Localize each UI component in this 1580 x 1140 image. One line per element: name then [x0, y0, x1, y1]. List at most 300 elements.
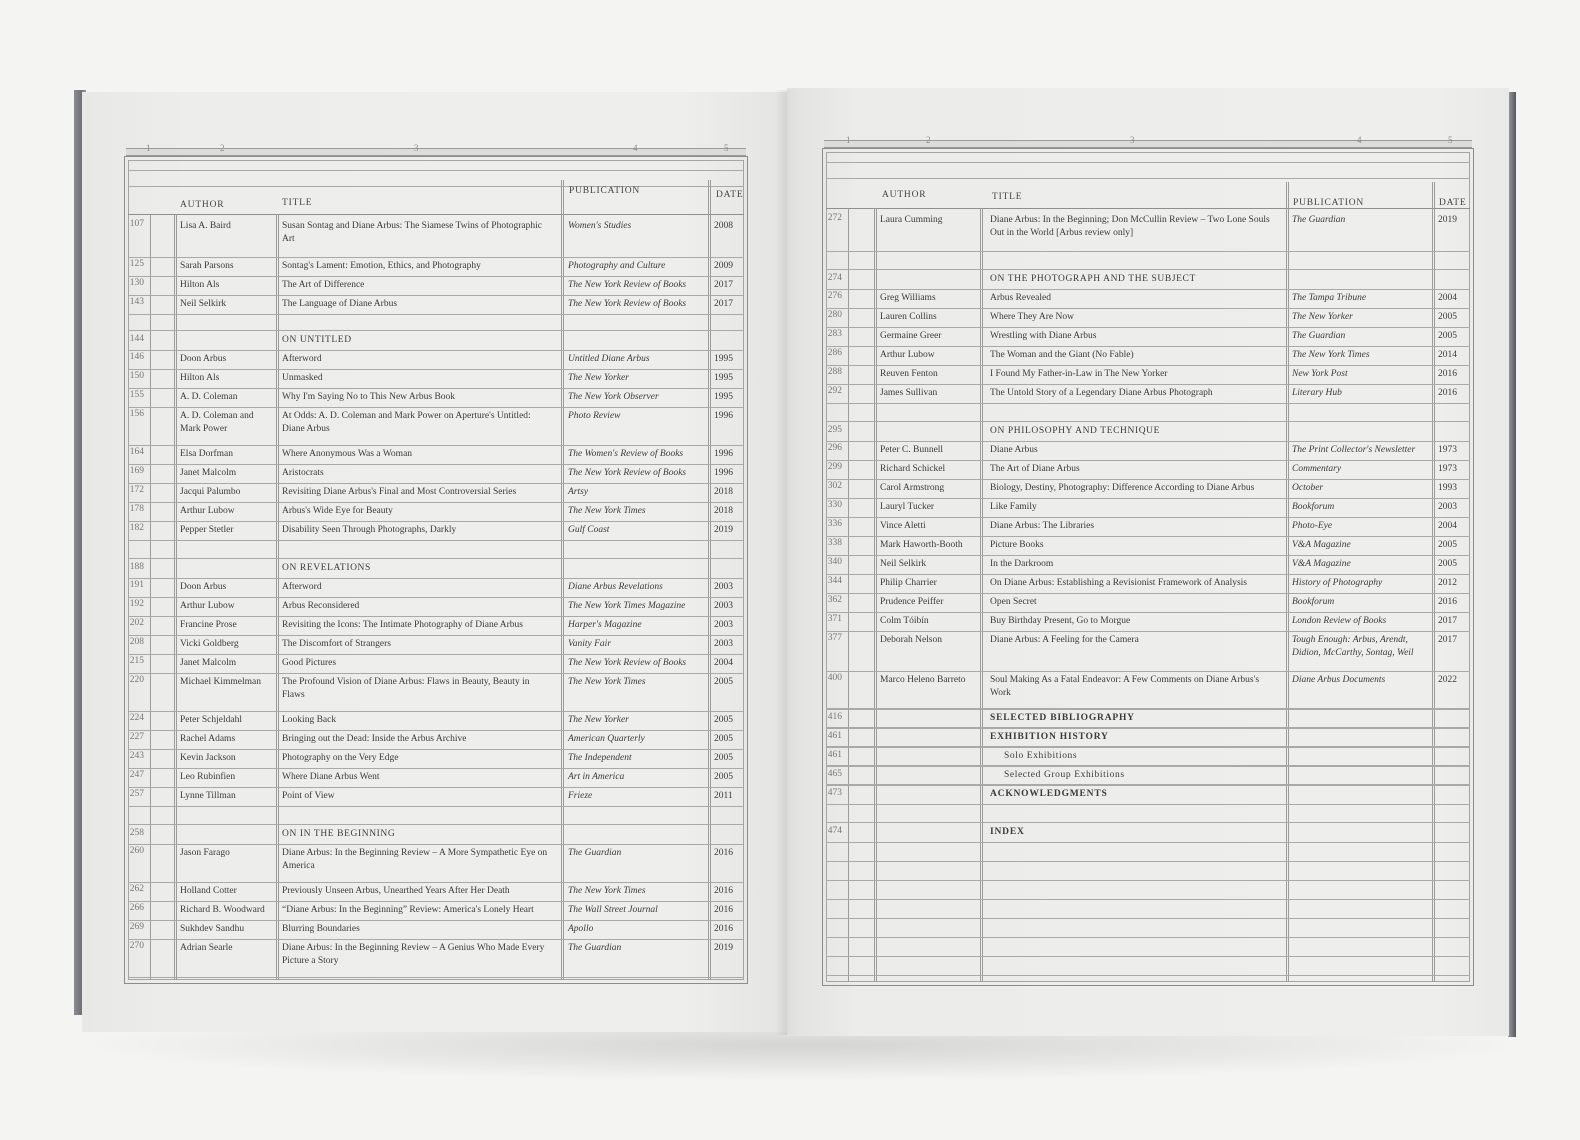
entry-date: 2005 — [714, 772, 733, 782]
entry-title: Wrestling with Diane Arbus — [990, 331, 1097, 341]
column-ruler — [126, 148, 746, 156]
section-heading: EXHIBITION HISTORY — [990, 732, 1109, 742]
entry-date: 2016 — [1438, 597, 1457, 607]
column-header-author: AUTHOR — [180, 200, 225, 210]
entry-author: Marco Heleno Barreto — [880, 675, 966, 685]
entry-date: 2016 — [1438, 388, 1457, 398]
page-number: 257 — [129, 789, 144, 799]
entry-author: Jacqui Palumbo — [180, 487, 241, 497]
entry-date: 2003 — [1438, 502, 1457, 512]
entry-author: Francine Prose — [180, 620, 237, 630]
entry-title: Afterword — [282, 582, 322, 592]
entry-date: 2004 — [1438, 521, 1457, 531]
entry-author: Lauryl Tucker — [880, 502, 935, 512]
column-header-author: AUTHOR — [882, 190, 927, 200]
page-number: 243 — [129, 751, 144, 761]
row-rule — [826, 479, 1470, 480]
page-number: 474 — [827, 826, 842, 836]
entry-author: Sarah Parsons — [180, 261, 234, 271]
row-rule — [128, 730, 744, 731]
entry-publication: American Quarterly — [568, 734, 645, 744]
page-number: 296 — [827, 443, 842, 453]
section-heading: ON PHILOSOPHY AND TECHNIQUE — [990, 426, 1161, 436]
page-number: 260 — [129, 846, 144, 856]
entry-publication: The Wall Street Journal — [568, 905, 658, 915]
entry-title: Diane Arbus: In the Beginning Review – A More Sympathetic Eye on America — [282, 848, 548, 871]
entry-publication: Harper's Magazine — [568, 620, 642, 630]
entry-title: The Profound Vision of Diane Arbus: Flaws in Beauty, Beauty in Flaws — [282, 677, 530, 700]
row-rule — [128, 350, 744, 351]
row-rule — [826, 327, 1470, 328]
row-rule — [826, 631, 1470, 632]
row-rule — [128, 388, 744, 389]
page-number: 224 — [129, 713, 144, 723]
row-rule — [128, 597, 744, 598]
entry-date: 2019 — [714, 525, 733, 535]
column-divider — [1432, 182, 1435, 982]
page-number: 461 — [827, 731, 842, 741]
entry-author: Neil Selkirk — [180, 299, 227, 309]
row-rule — [826, 822, 1470, 823]
entry-author: Arthur Lubow — [180, 601, 235, 611]
row-rule — [826, 785, 1470, 786]
entry-author: Vince Aletti — [880, 521, 926, 531]
ruler-number: 3 — [414, 143, 419, 153]
entry-date: 2012 — [1438, 578, 1457, 588]
entry-date: 2005 — [714, 753, 733, 763]
entry-author: James Sullivan — [880, 388, 938, 398]
page-number: 340 — [827, 557, 842, 567]
page-number: 276 — [827, 291, 842, 301]
ruler-number: 1 — [146, 143, 151, 153]
ruler-number: 3 — [1130, 135, 1135, 145]
entry-author: Doon Arbus — [180, 354, 227, 364]
section-heading: Selected Group Exhibitions — [1004, 770, 1125, 780]
row-rule — [826, 766, 1470, 767]
page-number: 164 — [129, 447, 144, 457]
entry-publication: The Print Collector's Newsletter — [1292, 445, 1416, 455]
entry-title: Biology, Destiny, Photography: Difference According to Diane Arbus — [990, 483, 1255, 493]
row-rule — [826, 365, 1470, 366]
row-rule — [826, 251, 1470, 252]
entry-title: Why I'm Saying No to This New Arbus Book — [282, 392, 456, 402]
entry-publication: Apollo — [568, 924, 594, 934]
page-number: 280 — [827, 310, 842, 320]
entry-title: Diane Arbus — [990, 445, 1038, 455]
entry-title: Blurring Boundaries — [282, 924, 360, 934]
entry-title: Buy Birthday Present, Go to Morgue — [990, 616, 1131, 626]
row-rule — [826, 728, 1470, 729]
entry-author: Greg Williams — [880, 293, 936, 303]
entry-title: Point of View — [282, 791, 335, 801]
row-rule — [826, 421, 1470, 422]
page-number: 465 — [827, 769, 842, 779]
row-rule — [128, 635, 744, 636]
entry-title: Susan Sontag and Diane Arbus: The Siamese Twins of Photographic Art — [282, 221, 542, 244]
page-number: 302 — [827, 481, 842, 491]
page-number: 178 — [129, 504, 144, 514]
entry-author: Arthur Lubow — [180, 506, 235, 516]
row-rule — [826, 555, 1470, 556]
page-number: 269 — [129, 922, 144, 932]
entry-publication: Bookforum — [1292, 502, 1335, 512]
page-number: 362 — [827, 595, 842, 605]
row-rule — [826, 593, 1470, 594]
page-number: 338 — [827, 538, 842, 548]
entry-date: 2016 — [1438, 369, 1457, 379]
entry-publication: Photography and Culture — [568, 261, 666, 271]
page-number: 125 — [129, 259, 144, 269]
page-number: 299 — [827, 462, 842, 472]
column-header-publication: PUBLICATION — [569, 186, 641, 196]
ruler-number: 4 — [1357, 135, 1362, 145]
row-rule — [826, 346, 1470, 347]
entry-publication: Gulf Coast — [568, 525, 610, 535]
section-heading: ON IN THE BEGINNING — [282, 829, 396, 839]
entry-title: Photography on the Very Edge — [282, 753, 399, 763]
entry-date: 2017 — [1438, 616, 1457, 626]
entry-date: 2016 — [714, 924, 733, 934]
entry-publication: Untitled Diane Arbus — [568, 354, 650, 364]
entry-date: 2019 — [714, 943, 733, 953]
entry-publication: The New Yorker — [568, 715, 629, 725]
row-rule — [128, 806, 744, 807]
entry-date: 2016 — [714, 905, 733, 915]
ruler-number: 1 — [846, 135, 851, 145]
entry-title: Like Family — [990, 502, 1037, 512]
entry-publication: Vanity Fair — [568, 639, 612, 649]
entry-date: 2017 — [714, 299, 733, 309]
entry-author: Laura Cumming — [880, 215, 943, 225]
row-rule — [128, 844, 744, 845]
entry-publication: New York Post — [1292, 369, 1348, 379]
row-rule — [826, 727, 1470, 728]
row-rule — [128, 558, 744, 559]
entry-publication: The Guardian — [1292, 331, 1346, 341]
entry-author: Elsa Dorfman — [180, 449, 234, 459]
entry-title: Diane Arbus: In the Beginning; Don McCullin Review – Two Lone Souls Out in the World [Arbus review only] — [990, 215, 1270, 238]
header-rule — [826, 178, 1470, 179]
entry-publication: History of Photography — [1292, 578, 1383, 588]
entry-publication: V&A Magazine — [1292, 559, 1351, 569]
row-rule — [826, 765, 1470, 766]
page-number: 182 — [129, 523, 144, 533]
entry-author: Vicki Goldberg — [180, 639, 239, 649]
page-number: 274 — [827, 273, 842, 283]
entry-publication: The New York Times — [568, 677, 646, 687]
row-rule — [826, 308, 1470, 309]
entry-date: 2004 — [1438, 293, 1457, 303]
entry-author: Peter Schjeldahl — [180, 715, 242, 725]
entry-author: Arthur Lubow — [880, 350, 935, 360]
entry-publication: The Women's Review of Books — [568, 449, 684, 459]
row-rule — [128, 483, 744, 484]
page-number: 192 — [129, 599, 144, 609]
section-heading: ON THE PHOTOGRAPH AND THE SUBJECT — [990, 274, 1196, 284]
entry-publication: The Guardian — [568, 943, 622, 953]
entry-publication: The New York Times — [1292, 350, 1370, 360]
page-number: 202 — [129, 618, 144, 628]
row-rule — [128, 711, 744, 712]
column-divider — [980, 208, 983, 982]
entry-title: Bringing out the Dead: Inside the Arbus Archive — [282, 734, 467, 744]
row-rule — [826, 574, 1470, 575]
row-rule — [128, 276, 744, 277]
section-heading: ON REVELATIONS — [282, 563, 371, 573]
entry-title: At Odds: A. D. Coleman and Mark Power on Aperture's Untitled: Diane Arbus — [282, 411, 531, 434]
header-rule — [826, 162, 1470, 163]
column-divider — [848, 208, 849, 982]
entry-title: The Art of Diane Arbus — [990, 464, 1080, 474]
entry-title: Arbus Reconsidered — [282, 601, 360, 611]
row-rule — [128, 257, 744, 258]
entry-author: Neil Selkirk — [880, 559, 927, 569]
entry-publication: The Independent — [568, 753, 632, 763]
column-header-title: TITLE — [992, 192, 1023, 202]
entry-date: 2003 — [714, 582, 733, 592]
entry-date: 2016 — [714, 848, 733, 858]
row-rule — [826, 403, 1470, 404]
page-number: 344 — [827, 576, 842, 586]
row-rule — [826, 899, 1470, 900]
entry-date: 2003 — [714, 639, 733, 649]
entry-publication: The Tampa Tribune — [1292, 293, 1367, 303]
entry-title: “Diane Arbus: In the Beginning” Review: America's Lonely Heart — [282, 905, 534, 915]
row-rule — [826, 460, 1470, 461]
entry-date: 2017 — [714, 280, 733, 290]
row-rule — [128, 578, 744, 579]
entry-author: Richard B. Woodward — [180, 905, 265, 915]
entry-date: 2005 — [714, 734, 733, 744]
row-rule — [128, 654, 744, 655]
entry-author: Michael Kimmelman — [180, 677, 261, 687]
row-rule — [128, 824, 744, 825]
page-number: 188 — [129, 562, 144, 572]
ruler-number: 2 — [220, 143, 225, 153]
book-gutter — [775, 90, 799, 1035]
entry-date: 2005 — [714, 715, 733, 725]
entry-title: Sontag's Lament: Emotion, Ethics, and Photography — [282, 261, 481, 271]
entry-date: 2018 — [714, 506, 733, 516]
entry-author: Deborah Nelson — [880, 635, 942, 645]
row-rule — [826, 671, 1470, 672]
page-number: 247 — [129, 770, 144, 780]
row-rule — [826, 956, 1470, 957]
page-number: 169 — [129, 466, 144, 476]
entry-author: Rachel Adams — [180, 734, 236, 744]
entry-date: 2003 — [714, 601, 733, 611]
entry-publication: The New York Times — [568, 886, 646, 896]
row-rule — [128, 502, 744, 503]
row-rule — [826, 709, 1470, 710]
entry-author: Sukhdev Sandhu — [180, 924, 245, 934]
entry-author: Pepper Stetler — [180, 525, 234, 535]
row-rule — [826, 517, 1470, 518]
entry-author: Jason Farago — [180, 848, 230, 858]
page-number: 208 — [129, 637, 144, 647]
row-rule — [826, 289, 1470, 290]
column-header-date: DATE — [716, 190, 744, 200]
entry-date: 1995 — [714, 392, 733, 402]
entry-date: 2014 — [1438, 350, 1457, 360]
entry-date: 1995 — [714, 354, 733, 364]
entry-date: 1993 — [1438, 483, 1457, 493]
entry-author: Peter C. Bunnell — [880, 445, 944, 455]
entry-date: 2016 — [714, 886, 733, 896]
entry-date: 2005 — [1438, 331, 1457, 341]
column-divider — [874, 208, 877, 982]
page-number: 146 — [129, 352, 144, 362]
entry-title: I Found My Father-in-Law in The New Yorker — [990, 369, 1168, 379]
page-number: 144 — [129, 334, 144, 344]
header-rule — [128, 186, 744, 187]
page-number: 283 — [827, 329, 842, 339]
row-rule — [128, 920, 744, 921]
entry-date: 2008 — [714, 221, 733, 231]
entry-publication: Frieze — [568, 791, 593, 801]
entry-author: Lisa A. Baird — [180, 221, 231, 231]
entry-title: Aristocrats — [282, 468, 324, 478]
book-cover-edge-right — [1508, 92, 1516, 1037]
entry-title: Revisiting the Icons: The Intimate Photography of Diane Arbus — [282, 620, 523, 630]
ruler-number: 4 — [633, 143, 638, 153]
entry-author: A. D. Coleman — [180, 392, 238, 402]
row-rule — [826, 804, 1470, 805]
entry-title: Diane Arbus: A Feeling for the Camera — [990, 635, 1139, 645]
entry-title: Disability Seen Through Photographs, Darkly — [282, 525, 457, 535]
entry-date: 1996 — [714, 468, 733, 478]
page-number: 215 — [129, 656, 144, 666]
entry-date: 2009 — [714, 261, 733, 271]
row-rule — [128, 616, 744, 617]
page-number: 272 — [827, 213, 842, 223]
entry-publication: The Guardian — [1292, 215, 1346, 225]
entry-date: 1996 — [714, 449, 733, 459]
entry-title: Where Diane Arbus Went — [282, 772, 380, 782]
page-number: 371 — [827, 614, 842, 624]
entry-author: Mark Haworth-Booth — [880, 540, 963, 550]
row-rule — [128, 369, 744, 370]
page-number: 143 — [129, 297, 144, 307]
entry-author: Germaine Greer — [880, 331, 942, 341]
entry-title: Arbus's Wide Eye for Beauty — [282, 506, 393, 516]
entry-date: 1973 — [1438, 445, 1457, 455]
entry-author: Doon Arbus — [180, 582, 227, 592]
page-number: 262 — [129, 884, 144, 894]
entry-author: Kevin Jackson — [180, 753, 236, 763]
row-rule — [128, 901, 744, 902]
entry-date: 2005 — [1438, 312, 1457, 322]
page-number: 130 — [129, 278, 144, 288]
page-number: 400 — [827, 673, 842, 683]
row-rule — [826, 269, 1470, 270]
entry-author: Leo Rubinfien — [180, 772, 236, 782]
entry-author: Janet Malcolm — [180, 468, 237, 478]
entry-title: Open Secret — [990, 597, 1037, 607]
section-heading: ON UNTITLED — [282, 335, 352, 345]
entry-author: Holland Cotter — [180, 886, 237, 896]
row-rule — [826, 918, 1470, 919]
page-number: 286 — [827, 348, 842, 358]
row-rule — [826, 861, 1470, 862]
row-rule — [128, 939, 744, 940]
entry-title: The Discomfort of Strangers — [282, 639, 391, 649]
entry-date: 2017 — [1438, 635, 1457, 645]
entry-title: Looking Back — [282, 715, 337, 725]
entry-title: Afterword — [282, 354, 322, 364]
page-number: 191 — [129, 580, 144, 590]
row-rule — [826, 842, 1470, 843]
column-ruler — [824, 140, 1472, 148]
entry-publication: October — [1292, 483, 1324, 493]
entry-title: Previously Unseen Arbus, Unearthed Years After Her Death — [282, 886, 510, 896]
entry-author: Colm Tóibín — [880, 616, 929, 626]
entry-publication: The New Yorker — [568, 373, 629, 383]
entry-publication: Diane Arbus Revelations — [568, 582, 663, 592]
row-rule — [128, 445, 744, 446]
page-number: 377 — [827, 633, 842, 643]
entry-publication: The New York Review of Books — [568, 280, 687, 290]
entry-title: Picture Books — [990, 540, 1044, 550]
row-rule — [128, 521, 744, 522]
entry-title: In the Darkroom — [990, 559, 1054, 569]
row-rule — [128, 295, 744, 296]
entry-publication: The New York Times — [568, 506, 646, 516]
row-rule — [826, 880, 1470, 881]
entry-title: Diane Arbus: The Libraries — [990, 521, 1095, 531]
row-rule — [128, 977, 744, 978]
entry-publication: Diane Arbus Documents — [1292, 675, 1386, 685]
row-rule — [826, 708, 1470, 709]
entry-publication: Commentary — [1292, 464, 1342, 474]
page-number: 156 — [129, 409, 144, 419]
page-number: 220 — [129, 675, 144, 685]
entry-title: Good Pictures — [282, 658, 337, 668]
entry-title: The Language of Diane Arbus — [282, 299, 398, 309]
row-rule — [128, 787, 744, 788]
entry-date: 2018 — [714, 487, 733, 497]
entry-publication: The New York Observer — [568, 392, 659, 402]
page-number: 107 — [129, 219, 144, 229]
entry-author: Carol Armstrong — [880, 483, 945, 493]
entry-author: Lynne Tillman — [180, 791, 236, 801]
entry-author: Adrian Searle — [180, 943, 233, 953]
entry-date: 2005 — [1438, 540, 1457, 550]
header-bottom-rule — [128, 214, 744, 215]
section-heading: Solo Exhibitions — [1004, 751, 1078, 761]
entry-publication: Artsy — [568, 487, 589, 497]
row-rule — [128, 768, 744, 769]
row-rule — [826, 975, 1470, 976]
entry-author: Reuven Fenton — [880, 369, 938, 379]
page-number: 292 — [827, 386, 842, 396]
entry-date: 2011 — [714, 791, 733, 801]
row-rule — [128, 314, 744, 315]
row-rule — [826, 536, 1470, 537]
entry-date: 1973 — [1438, 464, 1457, 474]
page-number: 270 — [129, 941, 144, 951]
ruler-number: 2 — [926, 135, 931, 145]
entry-publication: The Guardian — [568, 848, 622, 858]
entry-title: On Diane Arbus: Establishing a Revisionist Framework of Analysis — [990, 578, 1248, 588]
entry-publication: Tough Enough: Arbus, Arendt, Didion, McCarthy, Sontag, Weil — [1292, 635, 1414, 658]
entry-author: Richard Schickel — [880, 464, 946, 474]
entry-date: 2019 — [1438, 215, 1457, 225]
entry-publication: V&A Magazine — [1292, 540, 1351, 550]
entry-publication: London Review of Books — [1292, 616, 1387, 626]
entry-date: 1995 — [714, 373, 733, 383]
entry-date: 2003 — [714, 620, 733, 630]
